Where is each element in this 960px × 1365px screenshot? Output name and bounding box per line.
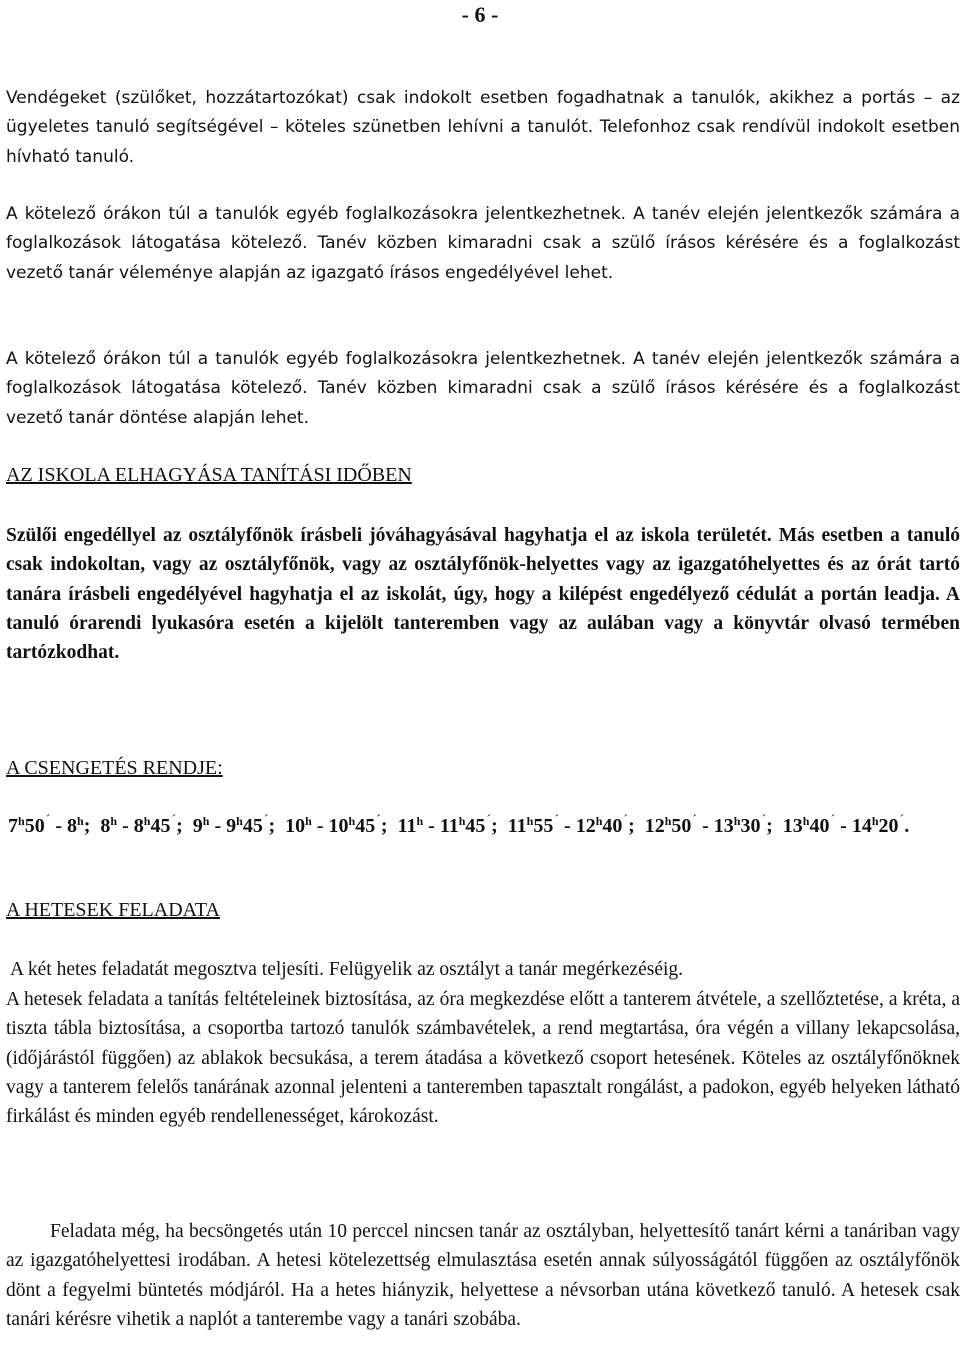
hour-marker: h [77, 814, 84, 828]
period-separator: ; [380, 815, 388, 837]
bell-schedule-list [8, 812, 958, 841]
hour-marker: h [202, 814, 210, 828]
extracurricular-paragraph-2-block [6, 345, 960, 433]
hour-marker: h [664, 814, 672, 828]
time-dash: - [214, 815, 222, 837]
visitors-paragraph-block [6, 84, 960, 172]
schedule-period [193, 815, 275, 837]
leaving-school-paragraph-block [6, 521, 960, 667]
period-separator: . [904, 815, 910, 837]
hour-marker: h [305, 814, 312, 828]
monitors-absence-block [6, 1217, 960, 1334]
leaving-school-heading-block [6, 464, 960, 487]
schedule-period [398, 815, 498, 837]
period-separator: ; [176, 815, 183, 837]
minute-marker: ´ [899, 813, 905, 828]
time-dash: - [564, 815, 571, 837]
schedule-period [285, 815, 387, 837]
minute-marker: ´ [376, 813, 381, 828]
time-hour: 9 [226, 815, 237, 837]
hour-marker: h [110, 814, 118, 828]
hour-marker: h [595, 814, 603, 828]
hour-marker: h [733, 814, 741, 828]
extracurricular-paragraph-1-block [6, 200, 960, 288]
time-minute: 50 [24, 815, 45, 837]
time-dash: - [428, 815, 435, 837]
minute-marker: ´ [554, 813, 560, 828]
time-hour: 10 [328, 815, 349, 837]
time-hour: 11 [439, 815, 459, 837]
time-minute: 55 [533, 815, 554, 837]
leaving-school-paragraph: Szülői engedéllyel az osztályfőnök írásbeli jóváhagyásával hagyhatja el az iskola területét. Más esetben a tanuló csak indokoltan, vagy az osztályfőnök, vagy az osztályfőnök-helyettes vagy az igazgatóhelyettes és az órát tartó tanára írásbeli engedélyével hagyhatja el az iskolát, úgy, hogy a kilépést engedélyező cédulát a portán leadja. A tanuló órarendi lyukasóra esetén a kijelölt tanteremben vagy az aulában vagy a könyvtár olvasó termében tartózkodhat. [6, 525, 960, 664]
time-hour: 11 [397, 815, 417, 837]
time-dash: - [122, 815, 129, 837]
time-hour: 9 [192, 815, 203, 837]
time-hour: 8 [100, 815, 111, 837]
schedule-period [100, 815, 182, 837]
minute-marker: ´ [263, 813, 269, 828]
extracurricular-paragraph-1: A kötelező órákon túl a tanulók egyéb foglalkozásokra jelentkezhetnek. A tanév elején jelentkezők számára a foglalkozások látogatása kötelező. Tanév közben kimaradni csak a szülő írásos kérésére és a foglalkozást vezető tanár véleménye alapján az igazgató írásos engedélyével lehet. [6, 204, 960, 283]
page-number: - 6 - [461, 2, 499, 27]
monitors-heading: A HETESEK FELADATA [6, 899, 220, 921]
minute-marker: ´ [830, 813, 836, 828]
time-hour: 11 [507, 815, 527, 837]
minute-marker: ´ [486, 813, 492, 828]
time-hour: 8 [67, 815, 78, 837]
minute-marker: ´ [761, 813, 767, 828]
leaving-school-heading: AZ ISKOLA ELHAGYÁSA TANÍTÁSI IDŐBEN [6, 464, 412, 486]
time-minute: 45 [355, 815, 376, 837]
time-minute: 50 [671, 815, 692, 837]
hour-marker: h [348, 814, 356, 828]
monitors-absence: Feladata még, ha becsöngetés után 10 perccel nincsen tanár az osztályban, helyettesítő tanárt kérni a tanáriban vagy az igazgatóhelyettesi irodában. A hetesi kötelezettség elmulasztása esetén annak súlyosságától függően az osztályfőnök dönt a fegyelmi büntetés módjáról. Ha a hetes hiányzik, helyettese a névsorban utána következő tanuló. A hetesek csak tanári kérésre vihetik a naplót a tanterembe vagy a tanári szobába. [6, 1221, 960, 1330]
period-separator: ; [628, 815, 635, 837]
schedule-period [8, 815, 90, 837]
time-dash: - [55, 815, 63, 837]
minute-marker: ´ [171, 813, 177, 828]
hour-marker: h [143, 814, 151, 828]
time-hour: 12 [575, 815, 596, 837]
minute-marker: ´ [623, 813, 629, 828]
time-dash: - [702, 815, 709, 837]
time-minute: 45 [150, 815, 171, 837]
period-separator: ; [491, 815, 498, 837]
schedule-period [508, 815, 635, 837]
time-hour: 10 [285, 815, 306, 837]
schedule-period [783, 815, 909, 837]
time-hour: 12 [644, 815, 665, 837]
hour-marker: h [416, 814, 424, 828]
monitors-duties: A hetesek feladata a tanítás feltételeinek biztosítása, az óra megkezdése előtt a tanterem átvétele, a szellőztetése, a kréta, a tiszta tábla biztosítása, a csoportba tartozó tanulók számbavételek, a rend megtartása, óra végén a villany lekapcsolása, (időjárástól függően) az ablakok becsukása, a terem átadása a következő csoport hetesének. Köteles az osztályfőnöknek vagy a tanterem felelős tanárának azonnal jelenteni a tanteremben tapasztalt rongálást, a padokon, egyéb helyeken látható firkálást és minden egyéb rendellenességet, károkozást. [6, 989, 960, 1128]
hour-marker: h [526, 814, 534, 828]
time-dash: - [840, 815, 847, 837]
minute-marker: ´ [692, 813, 698, 828]
monitors-heading-block [6, 899, 960, 922]
monitors-duties-block [6, 985, 960, 1131]
hour-marker: h [871, 814, 879, 828]
time-minute: 40 [602, 815, 623, 837]
period-separator: ; [83, 815, 91, 837]
monitors-intro: A két hetes feladatát megosztva teljesíti. Felügyelik az osztályt a tanár megérkezéséig. [10, 959, 684, 980]
bell-schedule-heading-block [6, 757, 960, 780]
bell-schedule-heading: A CSENGETÉS RENDJE: [6, 757, 223, 779]
hour-marker: h [802, 814, 810, 828]
time-hour: 14 [851, 815, 872, 837]
time-minute: 20 [878, 815, 899, 837]
schedule-period [645, 815, 773, 837]
visitors-paragraph: Vendégeket (szülőket, hozzátartozókat) csak indokolt esetben fogadhatnak a tanulók, akikhez a portás – az ügyeletes tanuló segítségével – köteles szünetben lehívni a tanulót. Telefonhoz csak rendívül indokolt esetben hívható tanuló. [6, 88, 960, 167]
monitors-intro-block [10, 955, 960, 984]
hour-marker: h [236, 814, 243, 828]
hour-marker: h [458, 814, 466, 828]
time-hour: 8 [133, 815, 144, 837]
time-hour: 7 [8, 815, 18, 837]
time-minute: 45 [242, 815, 263, 837]
time-minute: 40 [809, 815, 830, 837]
time-hour: 13 [782, 815, 803, 837]
time-minute: 45 [465, 815, 486, 837]
extracurricular-paragraph-2: A kötelező órákon túl a tanulók egyéb foglalkozásokra jelentkezhetnek. A tanév elején jelentkezők számára a foglalkozások látogatása kötelező. Tanév közben kimaradni csak a szülő írásos kérésére és a foglalkozást vezető tanár döntése alapján lehet. [6, 349, 960, 428]
time-hour: 13 [713, 815, 734, 837]
time-minute: 30 [740, 815, 761, 837]
time-dash: - [316, 815, 324, 837]
minute-marker: ´ [45, 813, 51, 828]
period-separator: ; [268, 815, 276, 837]
period-separator: ; [766, 815, 773, 837]
hour-marker: h [18, 814, 25, 828]
